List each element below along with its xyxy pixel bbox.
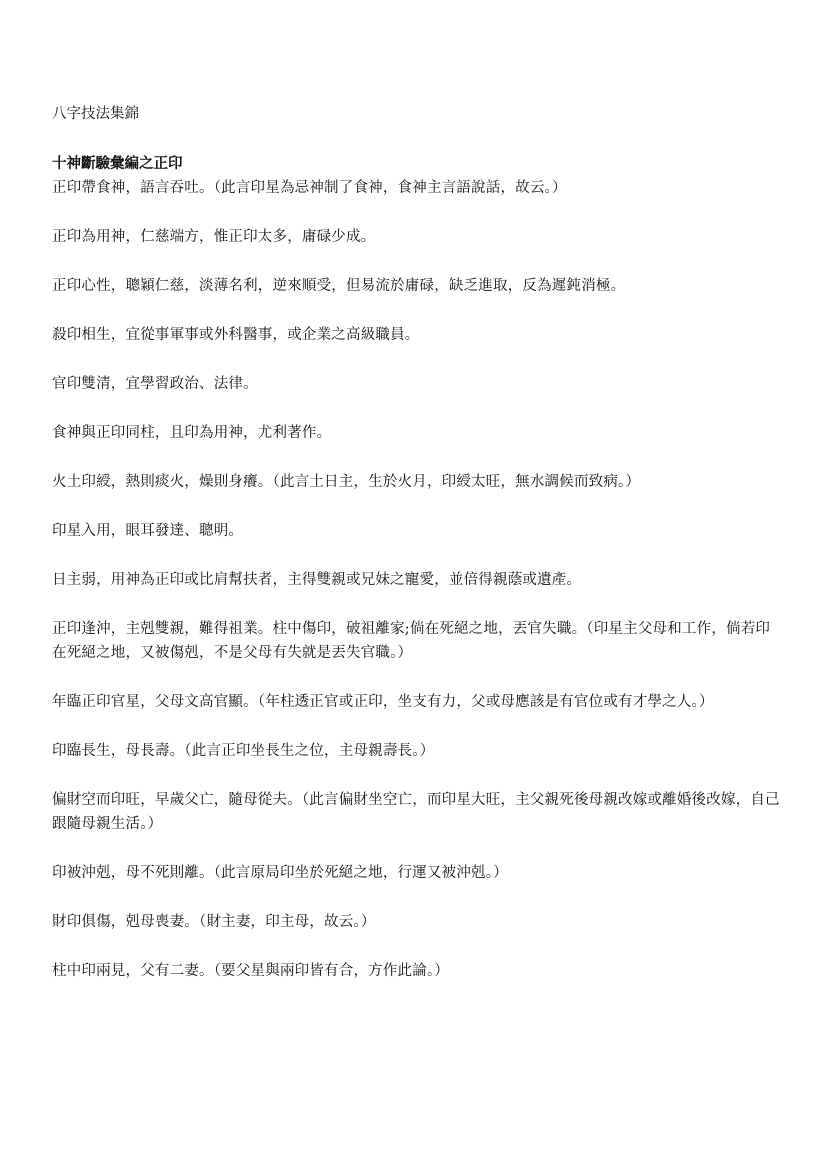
paragraph: 年臨正印官星，父母文高官顯。（年柱透正官或正印，坐支有力，父或母應該是有官位或有才學之人。） xyxy=(52,694,714,710)
paragraph: 印臨長生，母長壽。（此言正印坐長生之位，主母親壽長。） xyxy=(52,743,435,759)
paragraph: 火土印綬，熱則痰火，燥則身癢。（此言土日主，生於火月，印綬太旺，無水調候而致病。） xyxy=(52,474,641,490)
paragraph: 財印俱傷，剋母喪妻。（財主妻，印主母，故云。） xyxy=(52,914,376,930)
section-heading: 十神斷驗彙編之正印 xyxy=(52,155,183,172)
paragraph: 印被沖剋，母不死則離。（此言原局印坐於死絕之地，行運又被沖剋。） xyxy=(52,865,508,881)
paragraph: 柱中印兩見，父有二妻。（要父星與兩印皆有合，方作此論。） xyxy=(52,963,450,979)
paragraph: 官印雙清，宜學習政治、法律。 xyxy=(52,376,258,392)
paragraph: 偏財空而印旺，早歲父亡，隨母從夫。（此言偏財坐空亡，而印星大旺，主父親死後母親改嫁或離婚後改嫁，自己跟隨母親生活。） xyxy=(52,792,780,832)
paragraph: 日主弱，用神為正印或比肩幫扶者，主得雙親或兄妹之寵愛，並倍得親蔭或遺產。 xyxy=(52,572,582,588)
paragraph: 正印為用神，仁慈端方，惟正印太多，庸碌少成。 xyxy=(52,229,376,245)
paragraph: 食神與正印同柱，且印為用神，尤利著作。 xyxy=(52,425,332,441)
paragraph-list xyxy=(52,176,782,983)
paragraph: 印星入用，眼耳發達、聰明。 xyxy=(52,523,244,539)
document-title: 八字技法集錦 xyxy=(52,106,139,122)
paragraph: 正印逢沖，主剋雙親，難得祖業。柱中傷印，破祖離家;倘在死絕之地，丟官失職。（印星主父母和工作，倘若印在死絕之地，又被傷剋，不是父母有失就是丟失官職。） xyxy=(52,621,771,661)
paragraph: 殺印相生，宜從事軍事或外科醫事，或企業之高級職員。 xyxy=(52,327,420,343)
paragraph: 正印帶食神，語言吞吐。（此言印星為忌神制了食神，食神主言語說話，故云。） xyxy=(52,180,567,196)
paragraph: 正印心性，聰穎仁慈，淡薄名利，逆來順受，但易流於庸碌，缺乏進取，反為遲鈍消極。 xyxy=(52,278,626,294)
document-page xyxy=(52,102,782,1008)
